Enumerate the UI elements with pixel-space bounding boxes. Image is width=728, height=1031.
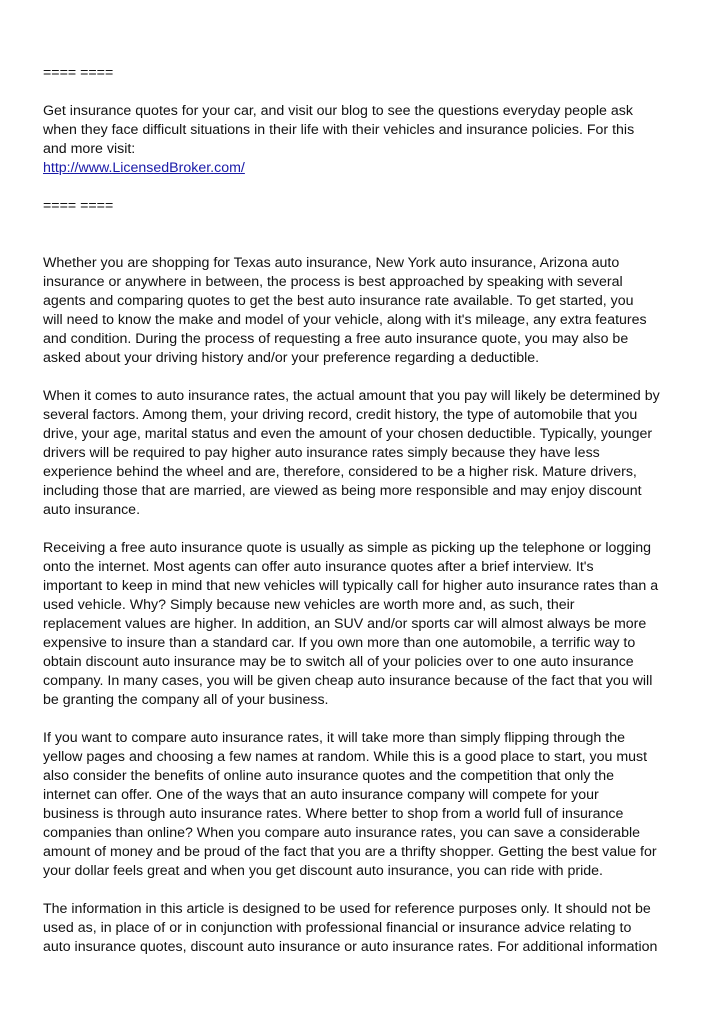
article-paragraph-4 — [43, 729, 688, 881]
paragraph-line: auto insurance quotes, discount auto insurance or auto insurance rates. For additional information — [43, 939, 658, 955]
paragraph-line: agents and comparing quotes to get the best auto insurance rate available. To get started, you — [43, 293, 634, 309]
paragraph-line: insurance or anywhere in between, the process is best approached by speaking with several — [43, 274, 623, 290]
paragraph-line: asked about your driving history and/or your preference regarding a deductible. — [43, 350, 540, 366]
paragraph-line: internet can offer. One of the ways that an auto insurance company will compete for your — [43, 787, 599, 803]
paragraph-line: important to keep in mind that new vehicles will typically call for higher auto insurance rates than a — [43, 578, 659, 594]
paragraph-line: companies than online? When you compare auto insurance rates, you can save a considerable — [43, 825, 641, 841]
separator-bottom: ==== ==== — [43, 198, 114, 214]
article-paragraph-2 — [43, 387, 688, 520]
article-paragraph-5 — [43, 900, 688, 957]
separator-top: ==== ==== — [43, 65, 114, 81]
paragraph-line: drive, your age, marital status and even the amount of your chosen deductible. Typically, younger — [43, 426, 653, 442]
link-line — [43, 159, 688, 178]
paragraph-line: drivers will be required to pay higher auto insurance rates simply because they have less — [43, 445, 600, 461]
paragraph-line: replacement values are higher. In addition, an SUV and/or sports car will almost always be more — [43, 616, 647, 632]
spacer — [43, 881, 688, 900]
intro-paragraph — [43, 102, 688, 178]
paragraph-line: will need to know the make and model of your vehicle, along with it's mileage, any extra features — [43, 312, 647, 328]
spacer — [43, 520, 688, 539]
paragraph-line: business is through auto insurance rates. Where better to shop from a world full of insurance — [43, 806, 624, 822]
intro-line: Get insurance quotes for your car, and visit our blog to see the questions everyday people ask — [43, 103, 633, 119]
paragraph-line: obtain discount auto insurance may be to switch all of your policies over to one auto insurance — [43, 654, 634, 670]
paragraph-line: including those that are married, are viewed as being more responsible and may enjoy discount — [43, 483, 642, 499]
paragraph-line: Receiving a free auto insurance quote is usually as simple as picking up the telephone or logging — [43, 540, 652, 556]
paragraph-line: amount of money and be proud of the fact that you are a thrifty shopper. Getting the best value for — [43, 844, 657, 860]
spacer — [43, 83, 688, 102]
document-content — [43, 64, 688, 957]
spacer — [43, 710, 688, 729]
article-paragraph-1 — [43, 254, 688, 368]
paragraph-line: auto insurance. — [43, 502, 141, 518]
paragraph-line: experience behind the wheel and are, therefore, considered to be a higher risk. Mature drivers, — [43, 464, 637, 480]
intro-line: when they face difficult situations in their life with their vehicles and insurance policies. For this — [43, 122, 635, 138]
paragraph-line: The information in this article is designed to be used for reference purposes only. It should not be — [43, 901, 651, 917]
paragraph-line: be granting the company all of your business. — [43, 692, 329, 708]
paragraph-line: Whether you are shopping for Texas auto insurance, New York auto insurance, Arizona auto — [43, 255, 620, 271]
licensed-broker-link[interactable]: http://www.LicensedBroker.com/ — [43, 160, 245, 176]
spacer — [43, 178, 688, 197]
spacer — [43, 216, 688, 254]
paragraph-line: used as, in place of or in conjunction with professional financial or insurance advice relating to — [43, 920, 632, 936]
paragraph-line: If you want to compare auto insurance rates, it will take more than simply flipping through the — [43, 730, 625, 746]
paragraph-line: expensive to insure than a standard car. If you own more than one automobile, a terrific way to — [43, 635, 636, 651]
paragraph-line: and condition. During the process of requesting a free auto insurance quote, you may also be — [43, 331, 629, 347]
paragraph-line: your dollar feels great and when you get discount auto insurance, you can ride with pride. — [43, 863, 603, 879]
paragraph-line: also consider the benefits of online auto insurance quotes and the competition that only the — [43, 768, 615, 784]
paragraph-line: onto the internet. Most agents can offer auto insurance quotes after a brief interview. It's — [43, 559, 594, 575]
spacer — [43, 368, 688, 387]
paragraph-line: When it comes to auto insurance rates, the actual amount that you pay will likely be determined by — [43, 388, 660, 404]
paragraph-line: used vehicle. Why? Simply because new vehicles are worth more and, as such, their — [43, 597, 575, 613]
paragraph-line: yellow pages and choosing a few names at random. While this is a good place to start, you must — [43, 749, 648, 765]
paragraph-line: several factors. Among them, your driving record, credit history, the type of automobile that you — [43, 407, 638, 423]
paragraph-line: company. In many cases, you will be given cheap auto insurance because of the fact that you will — [43, 673, 653, 689]
article-paragraph-3 — [43, 539, 688, 710]
intro-line: and more visit: — [43, 141, 136, 157]
